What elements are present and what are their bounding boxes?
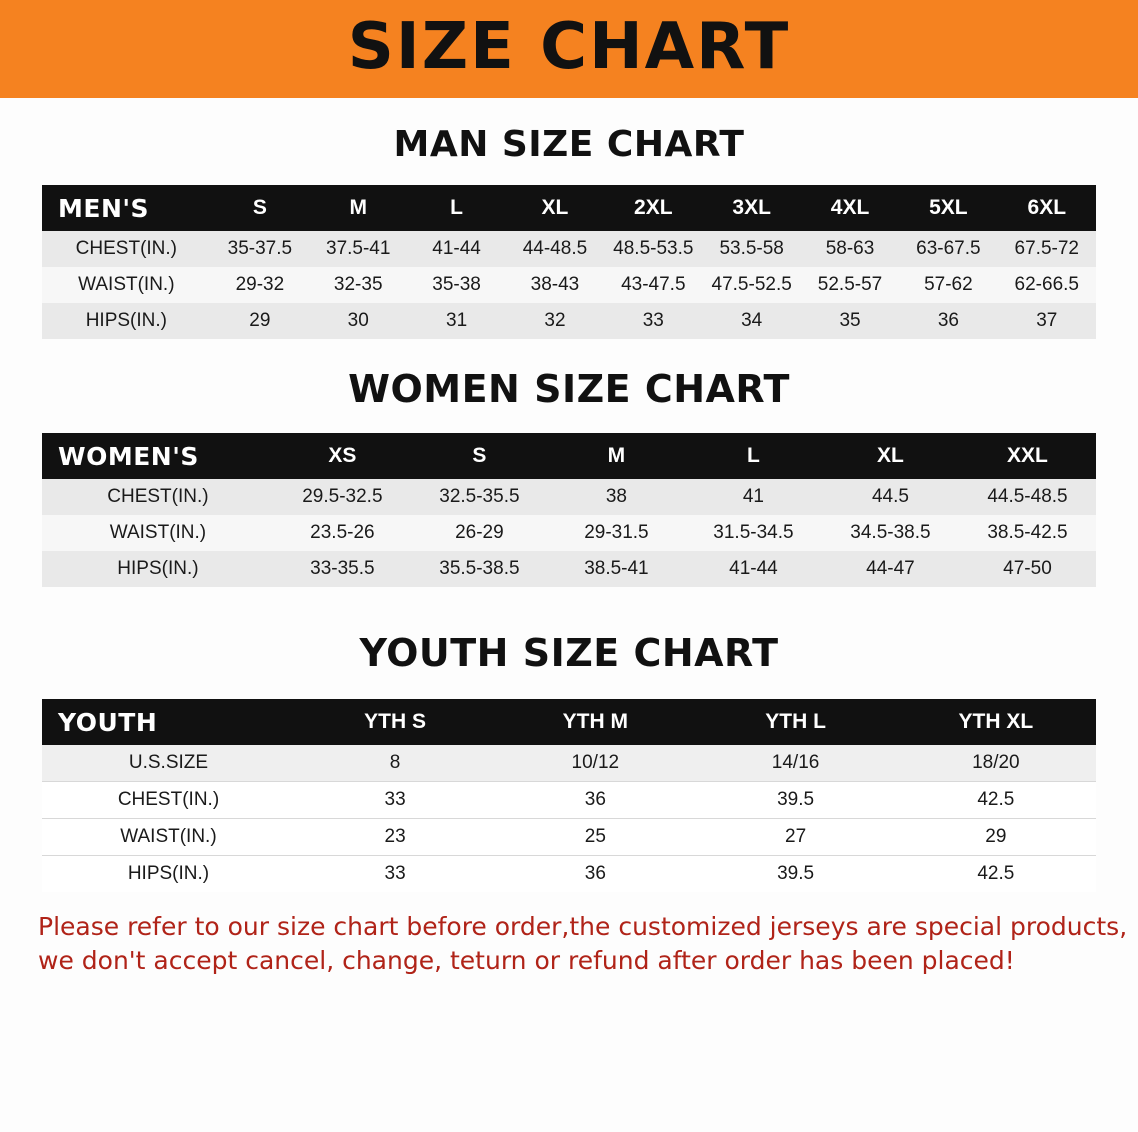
- youth-col-3: YTH L: [765, 710, 826, 733]
- men-col-8: 5XL: [929, 196, 968, 219]
- youth-col-1: YTH S: [364, 710, 426, 733]
- disclaimer-line-2: we don't accept cancel, change, teturn or refund after order has been placed!: [38, 945, 1015, 975]
- youth-corner-label: YOUTH: [58, 707, 158, 737]
- table-row: [42, 267, 1096, 303]
- youth-chest-m: 36: [495, 782, 695, 819]
- youth-waist-m: 25: [495, 819, 695, 856]
- youth-hips-xl: 42.5: [896, 856, 1096, 893]
- women-hips-xs: 33-35.5: [274, 551, 411, 587]
- women-chest-xl: 44.5: [822, 479, 959, 515]
- women-chest-s: 32.5-35.5: [411, 479, 548, 515]
- women-chest-xs: 29.5-32.5: [274, 479, 411, 515]
- youth-waist-xl: 29: [896, 819, 1096, 856]
- table-row: [42, 479, 1096, 515]
- table-row: [42, 303, 1096, 339]
- table-row: [42, 745, 1096, 782]
- men-chest-2xl: 48.5-53.5: [604, 231, 702, 267]
- men-row-label-hips: HIPS(IN.): [42, 303, 211, 339]
- youth-hips-m: 36: [495, 856, 695, 893]
- table-row: [42, 819, 1096, 856]
- youth-col-4: YTH XL: [958, 710, 1034, 733]
- men-hips-5xl: 36: [899, 303, 997, 339]
- men-waist-m: 32-35: [309, 267, 407, 303]
- men-chest-6xl: 67.5-72: [998, 231, 1096, 267]
- women-hips-xl: 44-47: [822, 551, 959, 587]
- women-col-3: M: [607, 444, 626, 467]
- youth-hips-l: 39.5: [695, 856, 895, 893]
- women-col-4: L: [747, 444, 760, 467]
- youth-section-title: YOUTH SIZE CHART: [359, 631, 779, 675]
- men-chest-3xl: 53.5-58: [702, 231, 800, 267]
- men-chest-5xl: 63-67.5: [899, 231, 997, 267]
- women-waist-l: 31.5-34.5: [685, 515, 822, 551]
- men-hips-l: 31: [407, 303, 505, 339]
- youth-row-label-ussize: U.S.SIZE: [42, 745, 295, 782]
- men-waist-s: 29-32: [211, 267, 309, 303]
- youth-size-table: [42, 699, 1096, 892]
- men-row-label-chest: CHEST(IN.): [42, 231, 211, 267]
- women-row-label-hips: HIPS(IN.): [42, 551, 274, 587]
- men-col-2: M: [349, 196, 367, 219]
- youth-row-label-hips: HIPS(IN.): [42, 856, 295, 893]
- men-hips-s: 29: [211, 303, 309, 339]
- men-size-table: [42, 185, 1096, 339]
- men-col-9: 6XL: [1027, 196, 1067, 219]
- youth-header-row: [42, 699, 1096, 745]
- women-row-label-chest: CHEST(IN.): [42, 479, 274, 515]
- men-waist-2xl: 43-47.5: [604, 267, 702, 303]
- men-hips-m: 30: [309, 303, 407, 339]
- men-chest-4xl: 58-63: [801, 231, 899, 267]
- women-waist-m: 29-31.5: [548, 515, 685, 551]
- men-waist-5xl: 57-62: [899, 267, 997, 303]
- men-header-row: [42, 185, 1096, 231]
- men-col-3: L: [450, 196, 463, 219]
- women-table-wrap: [0, 433, 1138, 587]
- youth-ussize-xl: 18/20: [896, 745, 1096, 782]
- men-chest-s: 35-37.5: [211, 231, 309, 267]
- men-waist-l: 35-38: [407, 267, 505, 303]
- men-hips-3xl: 34: [702, 303, 800, 339]
- page-banner: [0, 0, 1138, 98]
- women-col-2: S: [472, 444, 487, 467]
- women-hips-xxl: 47-50: [959, 551, 1096, 587]
- youth-col-2: YTH M: [562, 710, 628, 733]
- women-section-title: WOMEN SIZE CHART: [348, 367, 790, 411]
- men-waist-6xl: 62-66.5: [998, 267, 1096, 303]
- table-row: [42, 856, 1096, 893]
- men-col-7: 4XL: [830, 196, 870, 219]
- men-hips-4xl: 35: [801, 303, 899, 339]
- women-col-5: XL: [877, 444, 904, 467]
- youth-hips-s: 33: [295, 856, 495, 893]
- women-chest-m: 38: [548, 479, 685, 515]
- table-row: [42, 231, 1096, 267]
- disclaimer-note: [0, 910, 1138, 978]
- youth-chest-l: 39.5: [695, 782, 895, 819]
- men-hips-6xl: 37: [998, 303, 1096, 339]
- women-chest-l: 41: [685, 479, 822, 515]
- youth-ussize-l: 14/16: [695, 745, 895, 782]
- youth-waist-l: 27: [695, 819, 895, 856]
- youth-ussize-s: 8: [295, 745, 495, 782]
- men-chest-m: 37.5-41: [309, 231, 407, 267]
- men-chest-l: 41-44: [407, 231, 505, 267]
- women-chest-xxl: 44.5-48.5: [959, 479, 1096, 515]
- youth-chest-xl: 42.5: [896, 782, 1096, 819]
- table-row: [42, 515, 1096, 551]
- youth-chest-s: 33: [295, 782, 495, 819]
- women-hips-m: 38.5-41: [548, 551, 685, 587]
- men-hips-xl: 32: [506, 303, 604, 339]
- men-waist-3xl: 47.5-52.5: [702, 267, 800, 303]
- men-col-4: XL: [541, 196, 569, 219]
- women-row-label-waist: WAIST(IN.): [42, 515, 274, 551]
- men-chest-xl: 44-48.5: [506, 231, 604, 267]
- women-col-1: XS: [328, 444, 357, 467]
- disclaimer-line-1: Please refer to our size chart before order,the customized jerseys are special products,: [38, 912, 1128, 941]
- women-hips-s: 35.5-38.5: [411, 551, 548, 587]
- man-section-title: MAN SIZE CHART: [393, 124, 745, 165]
- men-col-5: 2XL: [634, 196, 673, 219]
- men-hips-2xl: 33: [604, 303, 702, 339]
- women-waist-xl: 34.5-38.5: [822, 515, 959, 551]
- youth-table-wrap: [0, 699, 1138, 892]
- men-col-1: S: [252, 196, 267, 219]
- table-row: [42, 551, 1096, 587]
- women-hips-l: 41-44: [685, 551, 822, 587]
- men-waist-xl: 38-43: [506, 267, 604, 303]
- men-col-6: 3XL: [732, 196, 771, 219]
- youth-ussize-m: 10/12: [495, 745, 695, 782]
- men-row-label-waist: WAIST(IN.): [42, 267, 211, 303]
- women-header-row: [42, 433, 1096, 479]
- man-table-wrap: [0, 185, 1138, 339]
- youth-row-label-chest: CHEST(IN.): [42, 782, 295, 819]
- men-waist-4xl: 52.5-57: [801, 267, 899, 303]
- women-corner-label: WOMEN'S: [58, 441, 199, 471]
- women-waist-xxl: 38.5-42.5: [959, 515, 1096, 551]
- men-corner-label: MEN'S: [58, 193, 150, 223]
- youth-row-label-waist: WAIST(IN.): [42, 819, 295, 856]
- women-waist-xs: 23.5-26: [274, 515, 411, 551]
- women-waist-s: 26-29: [411, 515, 548, 551]
- women-col-6: XXL: [1007, 444, 1048, 467]
- table-row: [42, 782, 1096, 819]
- youth-waist-s: 23: [295, 819, 495, 856]
- page-title: SIZE CHART: [347, 10, 791, 84]
- women-size-table: [42, 433, 1096, 587]
